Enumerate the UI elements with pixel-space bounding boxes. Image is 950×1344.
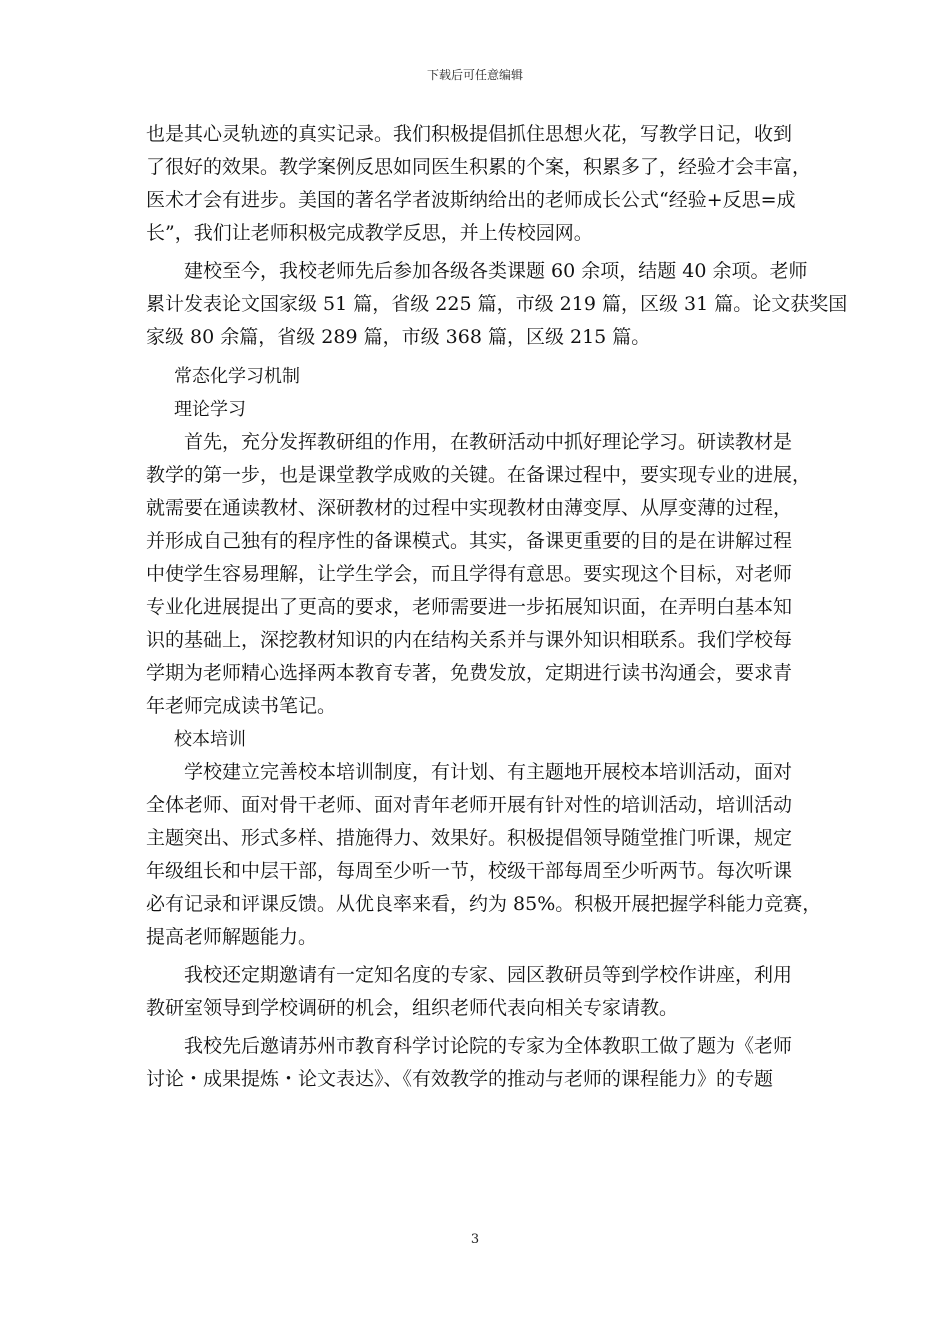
paragraph-invited-experts <box>146 1030 806 1096</box>
section-heading-learning-mechanism: 常态化学习机制 <box>174 366 300 387</box>
text-line: 必有记录和评课反馈。从优良率来看，约为 85%。积极开展把握学科能力竞赛， <box>146 893 822 915</box>
text-line: 并形成自己独有的程序性的备课模式。其实，备课更重要的目的是在讲解过程 <box>146 530 793 552</box>
text-line: 中使学生容易理解，让学生学会，而且学得有意思。要实现这个目标，对老师 <box>146 563 793 585</box>
page-header: 下载后可任意编辑 <box>426 68 523 82</box>
paragraph-theory-study <box>146 426 812 723</box>
text-line: 首先，充分发挥教研组的作用，在教研活动中抓好理论学习。研读教材是 <box>184 431 793 453</box>
section-heading-school-training: 校本培训 <box>174 729 246 750</box>
text-line: 我校先后邀请苏州市教育科学讨论院的专家为全体教职工做了题为《老师 <box>184 1035 793 1057</box>
text-line: 主题突出、形式多样、措施得力、效果好。积极提倡领导随堂推门听课，规定 <box>146 827 793 849</box>
text-line: 学校建立完善校本培训制度，有计划、有主题地开展校本培训活动，面对 <box>184 761 793 783</box>
document-body <box>146 118 848 1096</box>
text-line: 医术才会有进步。美国的著名学者波斯纳给出的老师成长公式“经验+反思=成 <box>146 189 796 211</box>
section-heading-theory-study: 理论学习 <box>174 399 246 420</box>
paragraph-reflection <box>146 118 812 250</box>
text-line: 教研室领导到学校调研的机会，组织老师代表向相关专家请教。 <box>146 997 679 1019</box>
text-line: 也是其心灵轨迹的真实记录。我们积极提倡抓住思想火花，写教学日记，收到 <box>146 123 793 145</box>
text-line: 专业化进展提出了更高的要求，老师需要进一步拓展知识面，在弄明白基本知 <box>146 596 793 618</box>
text-line: 建校至今，我校老师先后参加各级各类课题 60 余项，结题 40 余项。老师 <box>184 260 808 282</box>
text-line: 家级 80 余篇，省级 289 篇，市级 368 篇，区级 215 篇。 <box>146 326 651 348</box>
text-line: 累计发表论文国家级 51 篇，省级 225 篇，市级 219 篇，区级 31 篇。论文获奖国 <box>146 293 848 315</box>
text-line: 教学的第一步，也是课堂教学成败的关键。在备课过程中，要实现专业的进展， <box>146 464 812 486</box>
text-line: 年老师完成读书笔记。 <box>146 695 337 717</box>
text-line: 提高老师解题能力。 <box>146 926 318 948</box>
text-line: 了很好的效果。教学案例反思如同医生积累的个案，积累多了，经验才会丰富， <box>146 156 812 178</box>
text-line: 讨论・成果提炼・论文表达》、《有效教学的推动与老师的课程能力》的专题 <box>146 1068 774 1090</box>
text-line: 全体老师、面对骨干老师、面对青年老师开展有针对性的培训活动，培训活动 <box>146 794 793 816</box>
page-number: 3 <box>470 1232 480 1247</box>
text-line: 年级组长和中层干部，每周至少听一节，校级干部每周至少听两节。每次听课 <box>146 860 793 882</box>
text-line: 长”，我们让老师积极完成教学反思，并上传校园网。 <box>146 222 593 244</box>
paragraph-school-training <box>146 756 822 954</box>
text-line: 学期为老师精心选择两本教育专著，免费发放，定期进行读书沟通会，要求青 <box>146 662 793 684</box>
paragraph-expert-lectures <box>146 959 806 1025</box>
paragraph-research-stats <box>146 255 848 354</box>
text-line: 识的基础上，深挖教材知识的内在结构关系并与课外知识相联系。我们学校每 <box>146 629 793 651</box>
text-line: 就需要在通读教材、深研教材的过程中实现教材由薄变厚、从厚变薄的过程， <box>146 497 793 519</box>
text-line: 我校还定期邀请有一定知名度的专家、园区教研员等到学校作讲座，利用 <box>184 964 793 986</box>
